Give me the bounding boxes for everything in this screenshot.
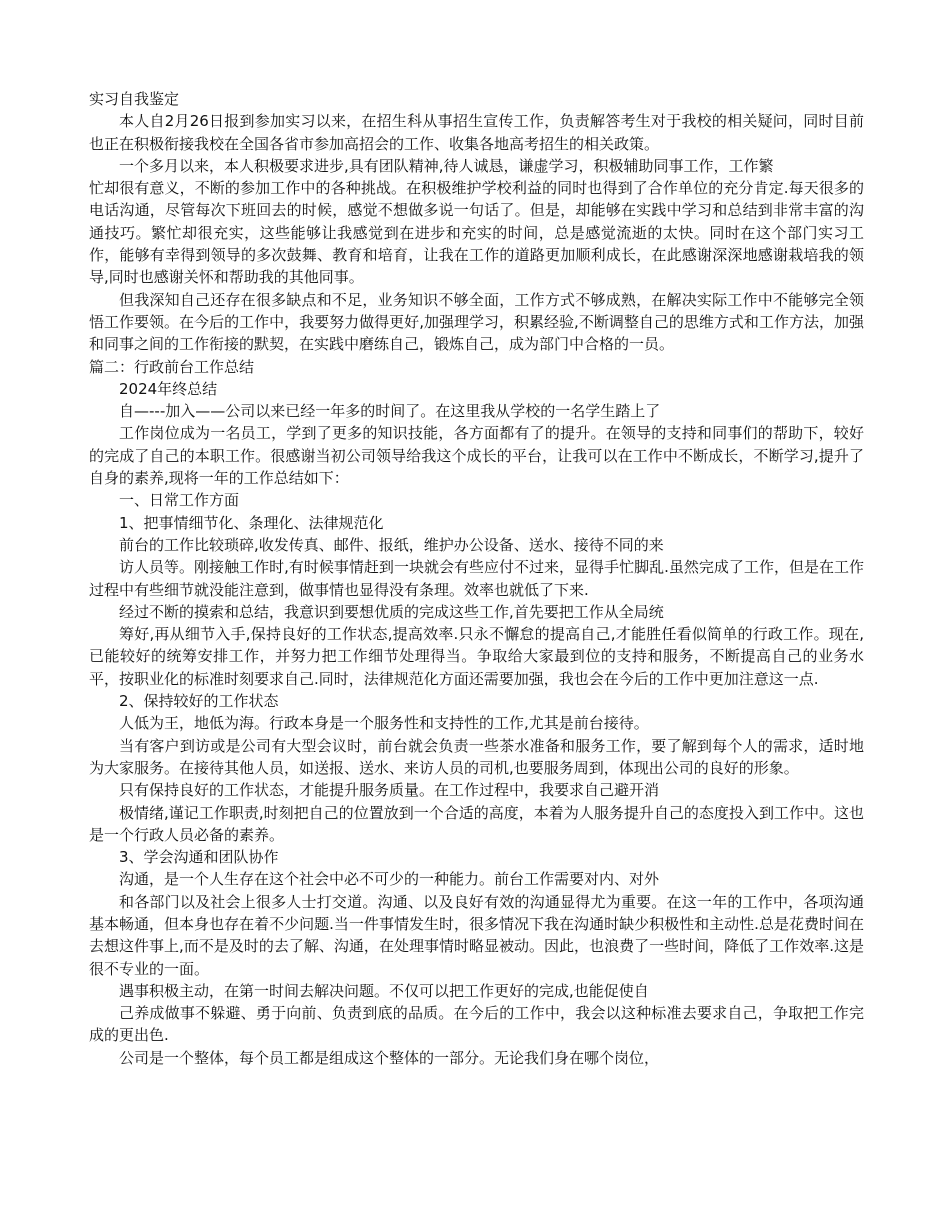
paragraph: 和各部门以及社会上很多人士打交道。沟通、以及良好有效的沟通显得尤为重要。在这一年的工作中，各项沟通基本畅通，但本身也存在着不少问题.当一件事情发生时，很多情况下我在沟通时缺少积极性和主动性.总是花费时间在去想这件事上,而不是及时的去了解、沟通，在处理事情时略显被动。因此，也浪费了一些时间，降低了工作效率.这是很不专业的一面。 [89, 892, 864, 978]
paragraph: 自—---加入——公司以来已经一年多的时间了。在这里我从学校的一名学生踏上了 [119, 402, 661, 421]
paragraph: 只有保持良好的工作状态，才能提升服务质量。在工作过程中，我要求自己避开消 [119, 781, 660, 800]
paragraph: 当有客户到访或是公司有大型会议时，前台就会负责一些茶水准备和服务工作，要了解到每个人的需求，适时地为大家服务。在接待其他人员，如送报、送水、来访人员的司机,也要服务周到，体现出公司的良好的形象。 [89, 736, 864, 777]
paragraph: 公司是一个整体，每个员工都是组成这个整体的一部分。无论我们身在哪个岗位， [119, 1048, 660, 1067]
paragraph: 工作岗位成为一名员工，学到了更多的知识技能，各方面都有了的提升。在领导的支持和同事们的帮助下，较好的完成了自己的本职工作。很感谢当初公司领导给我这个成长的平台，让我可以在工作中不断成长，不断学习,提升了自身的素养,现将一年的工作总结如下： [89, 424, 864, 488]
subtitle: 2024年终总结 [119, 379, 218, 398]
subheading: 2、保持较好的工作状态 [119, 692, 279, 711]
paragraph: 沟通，是一个人生存在这个社会中必不可少的一种能力。前台工作需要对内、对外 [119, 870, 660, 889]
paragraph: 忙却很有意义，不断的参加工作中的各种挑战。在积极维护学校利益的同时也得到了合作单位的充分肯定.每天很多的电话沟通，尽管每次下班回去的时候，感觉不想做多说一句话了。但是，却能够在实践中学习和总结到非常丰富的沟通技巧。繁忙却很充实，这些能够让我感觉到在进步和充实的时间，总是感觉流逝的太快。同时在这个部门实习工作，能够有幸得到领导的多次鼓舞、教育和培育，让我在工作的道路更加顺利成长，在此感谢深深地感谢栽培我的领导,同时也感谢关怀和帮助我的其他同事。 [89, 179, 864, 287]
paragraph: 人低为王，地低为海。行政本身是一个服务性和支持性的工作,尤其是前台接待。 [119, 714, 649, 733]
paragraph: 己养成做事不躲避、勇于向前、负责到底的品质。在今后的工作中，我会以这种标准去要求自己，争取把工作完成的更出色. [89, 1004, 864, 1045]
paragraph: 但我深知自己还存在很多缺点和不足，业务知识不够全面，工作方式不够成熟，在解决实际工作中不能够完全领悟工作要领。在今后的工作中，我要努力做得更好,加强理学习，积累经验,不断调整自己的思维方式和工作方法，加强和同事之间的工作衔接的默契，在实践中磨练自己，锻炼自己，成为部门中合格的一员。 [89, 290, 864, 354]
paragraph: 极情绪,谨记工作职责,时刻把自己的位置放到一个合适的高度，本着为人服务提升自己的态度投入到工作中。这也是一个行政人员必备的素养。 [89, 803, 864, 844]
paragraph: 访人员等。刚接触工作时,有时候事情赶到一块就会有些应付不过来，显得手忙脚乱.虽然完成了工作，但是在工作过程中有些细节就没能注意到，做事情也显得没有条理。效率也就低了下来. [89, 558, 864, 599]
section-heading: 篇二：行政前台工作总结 [89, 357, 255, 376]
document-body [89, 88, 864, 1069]
paragraph: 一个多月以来，本人积极要求进步,具有团队精神,待人诚恳，谦虚学习，积极辅助同事工作，工作繁 [119, 156, 774, 175]
subheading: 一、日常工作方面 [119, 491, 240, 510]
subheading: 1、把事情细节化、条理化、法律规范化 [119, 513, 384, 532]
paragraph: 前台的工作比较琐碎,收发传真、邮件、报纸，维护办公设备、送水、接待不同的来 [119, 535, 664, 554]
paragraph: 筹好,再从细节入手,保持良好的工作状态,提高效率.只永不懈怠的提高自己,才能胜任看似简单的行政工作。现在,已能较好的统筹安排工作，并努力把工作细节处理得当。争取给大家最到位的支持和服务，不断提高自己的业务水平，按职业化的标准时刻要求自己.同时，法律规范化方面还需要加强，我也会在今后的工作中更加注意这一点. [89, 625, 864, 688]
paragraph: 本人自2月26日报到参加实习以来，在招生科从事招生宣传工作，负责解答考生对于我校的相关疑问，同时目前也正在积极衔接我校在全国各省市参加高招会的工作、收集各地高考招生的相关政策。 [89, 112, 864, 153]
paragraph: 遇事积极主动，在第一时间去解决问题。不仅可以把工作更好的完成,也能促使自 [119, 981, 649, 1000]
paragraph: 经过不断的摸索和总结，我意识到要想优质的完成这些工作,首先要把工作从全局统 [119, 602, 664, 621]
document-title: 实习自我鉴定 [89, 90, 180, 108]
subheading: 3、学会沟通和团队协作 [119, 848, 279, 867]
